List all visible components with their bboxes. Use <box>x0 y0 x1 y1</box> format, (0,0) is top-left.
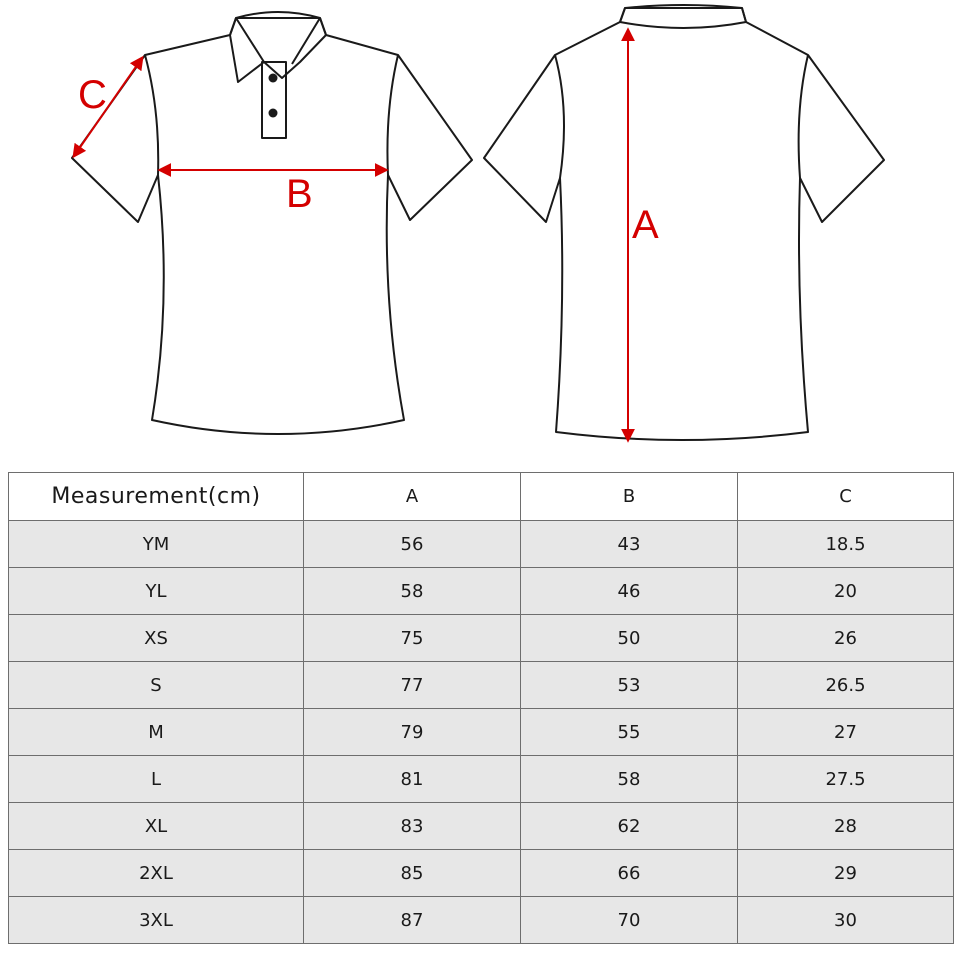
header-c: C <box>738 473 954 521</box>
size-cell: L <box>9 756 304 803</box>
measure-b-cell: 62 <box>521 803 738 850</box>
measure-b-cell: 43 <box>521 521 738 568</box>
measure-b-cell: 55 <box>521 709 738 756</box>
measure-c-cell: 18.5 <box>738 521 954 568</box>
size-cell: 2XL <box>9 850 304 897</box>
measure-c-cell: 27.5 <box>738 756 954 803</box>
measure-b-cell: 70 <box>521 897 738 944</box>
table-row <box>9 709 954 756</box>
table-row <box>9 850 954 897</box>
size-cell: 3XL <box>9 897 304 944</box>
measure-c-cell: 27 <box>738 709 954 756</box>
size-cell: XL <box>9 803 304 850</box>
measure-b-cell: 58 <box>521 756 738 803</box>
measure-a-cell: 75 <box>304 615 521 662</box>
header-b: B <box>521 473 738 521</box>
measure-a-cell: 87 <box>304 897 521 944</box>
measure-c-cell: 30 <box>738 897 954 944</box>
table-row <box>9 662 954 709</box>
header-a: A <box>304 473 521 521</box>
back-shirt-body <box>484 8 884 440</box>
table-row <box>9 521 954 568</box>
button-bottom <box>269 109 278 118</box>
measure-a-cell: 58 <box>304 568 521 615</box>
measure-c-cell: 29 <box>738 850 954 897</box>
shirt-diagram <box>0 0 960 460</box>
measure-a-cell: 56 <box>304 521 521 568</box>
button-placket <box>262 62 286 138</box>
size-cell: YL <box>9 568 304 615</box>
header-measurement: Measurement(cm) <box>9 473 304 521</box>
measure-b-cell: 66 <box>521 850 738 897</box>
measure-c-cell: 28 <box>738 803 954 850</box>
measure-c-cell: 26 <box>738 615 954 662</box>
size-cell: YM <box>9 521 304 568</box>
button-top <box>269 74 278 83</box>
front-collar-back <box>236 18 320 64</box>
measure-c-cell: 20 <box>738 568 954 615</box>
front-collar <box>230 12 326 82</box>
measure-c-cell: 26.5 <box>738 662 954 709</box>
measure-b-cell: 50 <box>521 615 738 662</box>
measure-a-cell: 79 <box>304 709 521 756</box>
label-b: B <box>286 172 313 216</box>
size-chart-table <box>8 472 954 944</box>
measure-a-cell: 85 <box>304 850 521 897</box>
measure-a-cell: 83 <box>304 803 521 850</box>
label-a: A <box>632 203 659 247</box>
measure-a-cell: 81 <box>304 756 521 803</box>
table-row <box>9 803 954 850</box>
size-cell: XS <box>9 615 304 662</box>
table-row <box>9 897 954 944</box>
table-row <box>9 568 954 615</box>
table-header-row <box>9 473 954 521</box>
measure-a-cell: 77 <box>304 662 521 709</box>
measure-b-cell: 53 <box>521 662 738 709</box>
size-cell: S <box>9 662 304 709</box>
back-shirt <box>484 5 884 440</box>
measure-b-cell: 46 <box>521 568 738 615</box>
table-row <box>9 756 954 803</box>
size-cell: M <box>9 709 304 756</box>
table-row <box>9 615 954 662</box>
label-c: C <box>78 73 107 117</box>
